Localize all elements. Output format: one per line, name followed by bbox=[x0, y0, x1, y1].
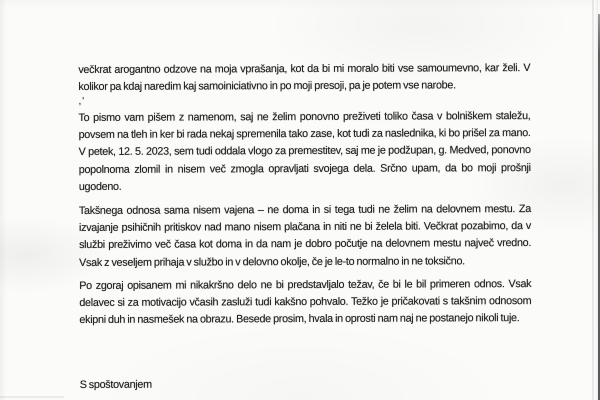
closing-salutation: S spoštovanjem bbox=[79, 378, 152, 391]
stray-scan-mark: ,' bbox=[78, 95, 86, 107]
letter-paragraph-3: Takšnega odnosa sama nisem vajena – ne doma in si tega tudi ne želim na delovnem mestu. Za izvajanje psihičnih pritiskov nad mano nisem plačana in niti ne bi želela biti. Večkrat pozabimo, da v službi preživimo več časa kot doma in da nam je dobro počutje na delovnem mestu največ vredno. Vsak z veseljem prihaja v službo in v delovno okolje, če je le-to normalno in ne toksično. bbox=[78, 203, 532, 269]
letter-paragraph-4: Po zgoraj opisanem mi nikakršno delo ne bi predstavljalo težav, če bi le bil primeren odnos. Vsak delavec si za motivacijo včasih zasluži tudi kakšno pohvalo. Težko je pričakovati s takšnim odnosom ekipni duh in nasmešek na obrazu. Besede prosim, hvala in oprosti nam naj ne postanejo nikoli tuje. bbox=[79, 278, 532, 327]
letter-paragraph-2: To pismo vam pišem z namenom, saj ne želim ponovno preživeti toliko časa v bolniškem staležu, povsem na tleh in ker bi rada nekaj spremenila tako zase, kot tudi za naslednika, ki bo prišel za mano. V petek, 12. 5. 2023, sem tudi oddala vlogo za premestitev, saj me je podžupan, g. Medved, ponovno popolnoma zlomil in nisem več zmogla opravljati svojega dela. Srčno upam, da bo moji prošnji ugodeno. bbox=[78, 110, 531, 193]
paper-edge-soft-shadow bbox=[592, 0, 594, 400]
scan-artifact-line bbox=[0, 396, 64, 398]
letter-text-block bbox=[78, 0, 532, 400]
letter-paragraph-1: večkrat arogantno odzove na moja vprašanja, kot da bi mi moralo biti vse samoumevno, kar želi. V kolikor pa kdaj naredim kaj samoiniciativno in po moji presoji, pa je potem vse narobe. bbox=[78, 62, 531, 94]
